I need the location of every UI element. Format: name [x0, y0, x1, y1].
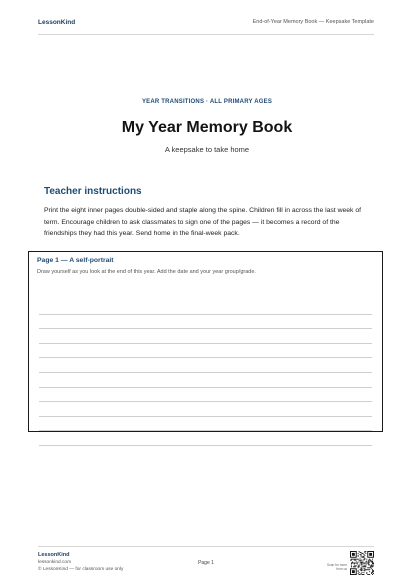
- writing-line: [39, 315, 372, 330]
- qr-block: [323, 551, 374, 575]
- writing-line: [39, 431, 372, 446]
- self-portrait-activity-box: [28, 251, 383, 432]
- writing-line: [39, 329, 372, 344]
- page-footer: [38, 546, 374, 577]
- footer-brand: LessonKind: [38, 552, 70, 558]
- footer-rights: © LessonKind — for classroom use only: [38, 567, 124, 572]
- activity-title: Page 1 — A self-portrait: [37, 257, 114, 264]
- instructions-body: Print the eight inner pages double-sided and staple along the spine. Children fill in across the last week of term. Encourage children to ask classmates to sign one of the pages — it becomes a record of the friendships they had this year. Send home in the final-week pack.: [44, 207, 362, 237]
- page-header: [38, 14, 374, 35]
- page-title: My Year Memory Book: [121, 119, 293, 136]
- qr-caption: Scan for more from us: [326, 563, 347, 571]
- writing-line: [39, 344, 372, 359]
- writing-line: [39, 373, 372, 388]
- page-number: Page 1: [198, 560, 214, 566]
- header-document-title: End-of-Year Memory Book — Keepsake Template: [252, 19, 374, 25]
- writing-line: [39, 417, 372, 432]
- writing-line: [39, 300, 372, 315]
- document-kicker: YEAR TRANSITIONS · ALL PRIMARY AGES: [141, 99, 273, 105]
- qr-code-icon[interactable]: [350, 551, 374, 575]
- writing-lines: [39, 300, 372, 446]
- instructions-heading: Teacher instructions: [44, 186, 142, 197]
- header-brand[interactable]: LessonKind: [38, 18, 76, 26]
- writing-line: [39, 402, 372, 417]
- page-subtitle: A keepsake to take home: [164, 145, 250, 154]
- footer-site-link[interactable]: lessonkind.com: [38, 560, 72, 565]
- writing-line: [39, 388, 372, 403]
- writing-line: [39, 358, 372, 373]
- activity-prompt: Draw yourself as you look at the end of this year. Add the date and your year group/grade.: [37, 269, 256, 275]
